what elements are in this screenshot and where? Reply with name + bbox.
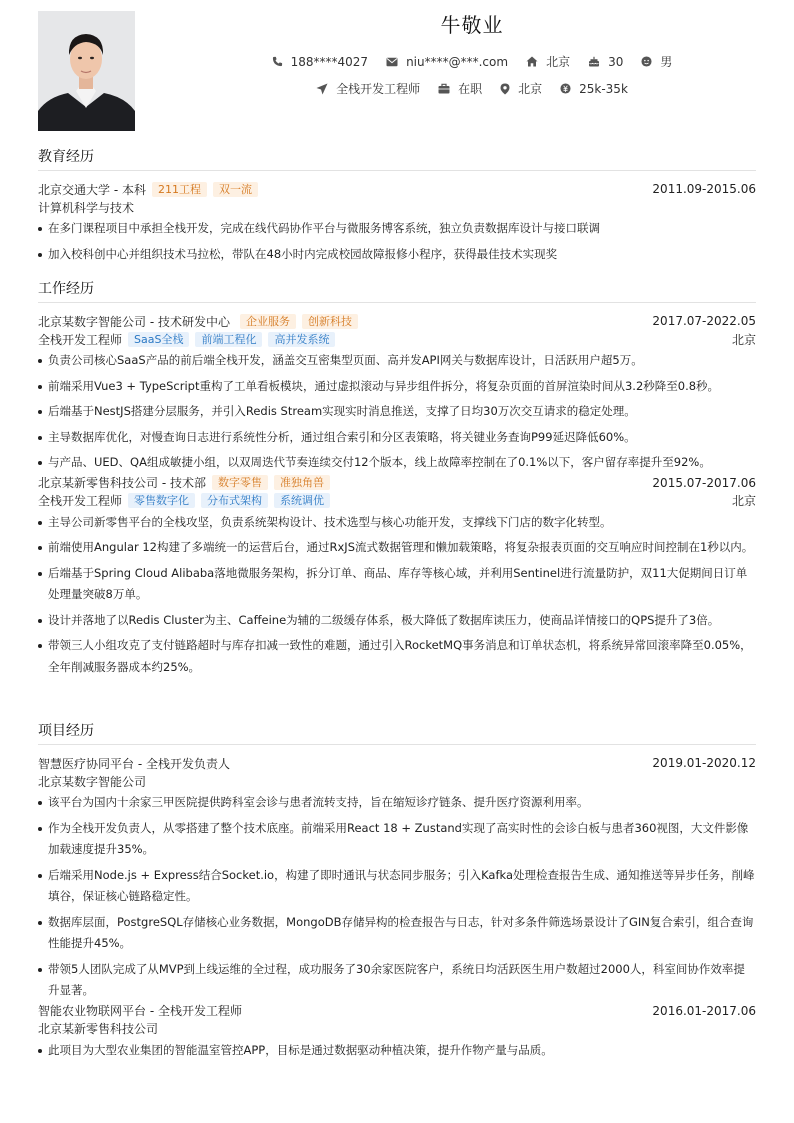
education-entry-head [38,180,756,198]
list-item: 该平台为国内十余家三甲医院提供跨科室会诊与患者流转支持，旨在缩短诊疗链条、提升医疗资源利用率。 [38,792,756,814]
salary-item [560,82,628,96]
company-name: 北京某新零售科技公司 - 技术部 [38,476,206,490]
age-icon [588,56,600,67]
work-city: 北京 [731,494,756,508]
work-title: 工作经历 [38,280,756,303]
role-tag: 零售数字化 [128,493,195,508]
list-item: 后端基于NestJS搭建分层服务，并引入Redis Stream实现实时消息推送，支撑了日均30万次交互请求的稳定处理。 [38,401,756,423]
major: 计算机科学与技术 [38,200,135,215]
list-item: 主导数据库优化，对慢查询日志进行系统性分析，通过组合索引和分区表策略，将关键业务查询P99延迟降低60%。 [38,427,756,449]
work-date: 2015.07-2017.06 [652,475,756,490]
project-bullets [38,1040,756,1062]
school-tag: 双一流 [213,182,258,197]
role-tag: 高并发系统 [268,332,335,347]
project-org: 北京某数字智能公司 [38,774,147,789]
company-tag: 企业服务 [240,314,296,329]
education-date: 2011.09-2015.06 [652,182,756,196]
email-item [386,55,508,69]
age-item [588,55,623,69]
target-city-text: 北京 [518,82,543,96]
list-item: 数据库层面，PostgreSQL存储核心业务数据，MongoDB存储异构的检查报告与日志，针对多条件筛选场景设计了GIN复合索引，组合查询性能提升45%。 [38,912,756,955]
list-item: 前端采用Vue3 + TypeScript重构了工单看板模块，通过虚拟滚动与异步组件拆分，将复杂页面的首屏渲染时间从3.2秒降至0.8秒。 [38,376,756,398]
briefcase-icon [438,83,450,94]
list-item: 此项目为大型农业集团的智能温室管控APP，目标是通过数据驱动种植决策，提升作物产量与品质。 [38,1040,756,1062]
role-name: 全栈开发工程师 [38,332,123,347]
company-tag: 数字零售 [212,475,268,490]
salary-text: 25k-35k [579,81,628,96]
list-item: 与产品、UED、QA组成敏捷小组，以双周迭代节奏连续交付12个版本，线上故障率控制在了0.1%以下，客户留存率提升至92%。 [38,452,756,474]
phone-icon [272,56,283,67]
location-icon [500,83,510,95]
work-entry-head [38,474,756,492]
list-item: 后端基于Spring Cloud Alibaba落地微服务架构，拆分订单、商品、库存等核心域，并利用Sentinel进行流量防护，双11大促期间日订单处理量突破8万单。 [38,563,756,606]
contact-row [158,53,786,70]
project-name: 智能农业物联网平台 - 全栈开发工程师 [38,1004,242,1018]
phone-item [272,55,368,69]
projects-title: 项目经历 [38,722,756,745]
list-item: 后端采用Node.js + Express结合Socket.io，构建了即时通讯与状态同步服务；引入Kafka处理检查报告生成、通知推送等异步任务，削峰填谷，保证核心链路稳定性。 [38,865,756,908]
project-entry-head [38,1002,756,1020]
school-tag: 211工程 [152,182,207,197]
candidate-name: 牛敬业 [440,13,504,37]
target-city-item [500,80,542,97]
gender-icon [641,56,652,67]
project-bullets [38,792,756,1002]
project-name: 智慧医疗协同平台 - 全栈开发负责人 [38,756,230,771]
role-line [38,330,756,348]
list-item: 加入校科创中心并组织技术马拉松，带队在48小时内完成校园故障报修小程序，获得最佳技术实现奖 [38,244,756,266]
position-text: 全栈开发工程师 [336,82,421,96]
projects-section [38,722,756,1065]
role-line [38,492,756,510]
job-intent-row [158,80,786,97]
gender-item [641,53,672,70]
education-title: 教育经历 [38,148,756,171]
project-org: 北京某新零售科技公司 [38,1022,159,1036]
list-item: 前端使用Angular 12构建了多端统一的运营后台，通过RxJS流式数据管理和懒加载策略，将复杂报表页面的交互响应时间控制在1秒以内。 [38,537,756,559]
list-item: 设计并落地了以Redis Cluster为主、Caffeine为辅的二级缓存体系，极大降低了数据库读压力，使商品详情接口的QPS提升了3倍。 [38,610,756,632]
gender-text: 男 [660,55,673,69]
status-text: 在职 [458,82,483,96]
age-text: 30 [608,54,624,69]
salary-icon [560,83,571,94]
list-item: 带领5人团队完成了从MVP到上线运维的全过程，成功服务了30余家医院客户，系统日均活跃医生用户数超过2000人，科室间协作效率提升显著。 [38,959,756,1002]
role-tag: SaaS全栈 [128,332,189,347]
work-bullets [38,350,756,474]
role-tag: 系统调优 [274,493,330,508]
major-line [38,198,756,216]
role-tag: 分布式架构 [201,493,268,508]
school-name: 北京交通大学 - 本科 [38,182,146,197]
home-icon [526,56,538,67]
project-org-line [38,772,756,790]
role-tag: 前端工程化 [195,332,262,347]
education-section [38,148,756,269]
work-bullets [38,512,756,679]
work-section [38,280,756,682]
list-item: 负责公司核心SaaS产品的前后端全栈开发，涵盖交互密集型页面、高并发API网关与数据库设计，日活跃用户超5万。 [38,350,756,372]
position-item [316,80,420,97]
position-icon [316,83,328,95]
email-icon [386,57,398,67]
location-item [526,53,570,70]
location-text: 北京 [546,55,571,69]
work-entry-head [38,312,756,330]
education-bullets [38,218,756,265]
list-item: 作为全栈开发负责人，从零搭建了整个技术底座。前端采用React 18 + Zustand实现了高实时性的会诊白板与患者360视图，大文件影像加载速度提升35%。 [38,818,756,861]
project-date: 2019.01-2020.12 [652,756,756,770]
project-date: 2016.01-2017.06 [652,1003,756,1018]
company-tag: 准独角兽 [274,475,330,490]
project-org-line [38,1020,756,1038]
status-item [438,80,482,97]
company-tag: 创新科技 [302,314,358,329]
work-date: 2017.07-2022.05 [652,314,756,328]
email-text: niu****@***.com [406,54,509,69]
phone-text: 188****4027 [290,54,369,69]
list-item: 在多门课程项目中承担全栈开发，完成在线代码协作平台与微服务博客系统，独立负责数据库设计与接口联调 [38,218,756,240]
list-item: 带领三人小组攻克了支付链路超时与库存扣减一致性的难题，通过引入RocketMQ事务消息和订单状态机，将系统异常回滚率降至0.05%，全年削减服务器成本约25%。 [38,635,756,678]
list-item: 主导公司新零售平台的全栈攻坚，负责系统架构设计、技术选型与核心功能开发，支撑线下门店的数字化转型。 [38,512,756,534]
company-name: 北京某数字智能公司 - 技术研发中心 [38,314,230,329]
work-city: 北京 [731,332,756,347]
role-name: 全栈开发工程师 [38,494,123,508]
project-entry-head [38,754,756,772]
avatar [38,11,135,131]
